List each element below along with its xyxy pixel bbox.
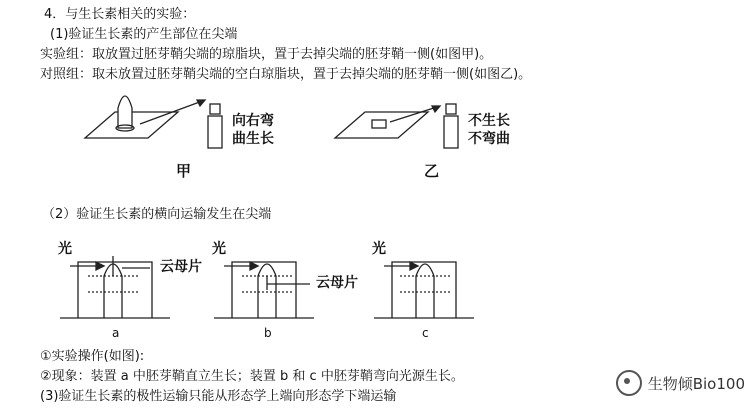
device-a-drawing — [60, 256, 170, 318]
step-text: ①实验操作(如图): — [40, 349, 145, 364]
device-b-light-label: 光 — [212, 241, 226, 257]
fig-yi-result-line2: 不弯曲 — [468, 131, 510, 147]
device-b-mica-label: 云母片 — [316, 275, 358, 291]
watermark — [616, 370, 745, 396]
fig-yi-result-line1: 不生长 — [468, 113, 510, 129]
wechat-icon — [616, 370, 642, 396]
figure-yi-drawing — [335, 104, 458, 148]
figure-jia-drawing — [85, 96, 222, 148]
device-a-mica-label: 云母片 — [160, 259, 202, 275]
device-a-label: a — [112, 326, 120, 340]
phenomenon-text: ②现象：装置 a 中胚芽鞘直立生长；装置 b 和 c 中胚芽鞘弯向光源生长。 — [40, 369, 464, 384]
fig-yi-label: 乙 — [424, 162, 440, 180]
section1-title: (1)验证生长素的产生部位在尖端 — [50, 27, 238, 42]
section3-title: (3)验证生长素的极性运输只能从形态学上端向形态学下端运输 — [40, 389, 397, 404]
device-a-light-label: 光 — [58, 241, 72, 257]
device-b-drawing — [214, 262, 314, 318]
device-c-light-label: 光 — [372, 241, 386, 257]
section2-title: （2）验证生长素的横向运输发生在尖端 — [42, 207, 272, 222]
device-b-label: b — [264, 326, 272, 340]
fig-jia-result-line1: 向右弯 — [232, 113, 274, 129]
section-heading: 4．与生长素相关的实验： — [44, 7, 196, 22]
device-c-label: c — [422, 326, 429, 340]
fig-jia-result-line2: 曲生长 — [232, 131, 274, 147]
device-c-drawing — [374, 262, 474, 318]
fig-jia-label: 甲 — [176, 162, 192, 180]
control-group-text: 对照组：取未放置过胚芽鞘尖端的空白琼脂块，置于去掉尖端的胚芽鞘一侧(如图乙)。 — [40, 67, 532, 82]
experimental-group-text: 实验组：取放置过胚芽鞘尖端的琼脂块，置于去掉尖端的胚芽鞘一侧(如图甲)。 — [40, 47, 493, 62]
watermark-text: 生物倾Bio100 — [647, 374, 745, 393]
